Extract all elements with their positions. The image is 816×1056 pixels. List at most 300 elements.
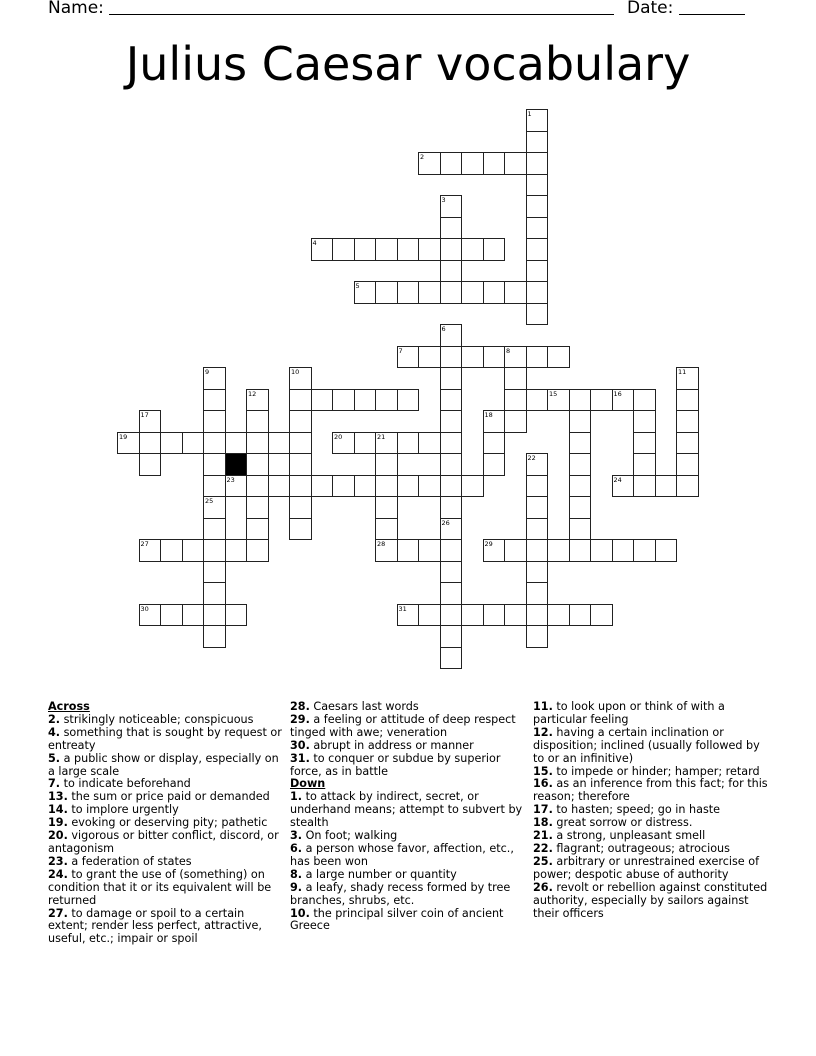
clue-number-label: 3. (290, 829, 303, 843)
crossword-cell[interactable] (418, 604, 441, 627)
crossword-cell[interactable] (526, 604, 549, 627)
clue-number-label: 19. (48, 816, 68, 830)
crossword-cell[interactable] (246, 432, 269, 455)
crossword-cell[interactable] (569, 475, 592, 498)
clue-column-2 (290, 701, 528, 933)
crossword-cell[interactable] (483, 346, 506, 369)
crossword-cell[interactable] (440, 453, 463, 476)
crossword-cell[interactable] (526, 346, 549, 369)
crossword-cell[interactable] (526, 518, 549, 541)
crossword-cell[interactable] (504, 604, 527, 627)
crossword-cell[interactable] (397, 281, 420, 304)
clue-item (48, 869, 283, 908)
crossword-cell[interactable] (418, 432, 441, 455)
clue-item (48, 753, 283, 779)
clue-text: to conquer or subdue by superior force, as in battle (290, 751, 501, 778)
crossword-cell[interactable] (289, 389, 312, 412)
crossword-cell[interactable] (375, 539, 398, 562)
crossword-cell[interactable] (547, 604, 570, 627)
date-line[interactable] (679, 0, 745, 15)
crossword-cell[interactable] (440, 647, 463, 670)
crossword-cell[interactable] (246, 539, 269, 562)
crossword-cell[interactable] (397, 475, 420, 498)
clue-number: 23 (226, 475, 235, 484)
clue-text: evoking or deserving pity; pathetic (67, 816, 268, 830)
crossword-cell[interactable] (203, 604, 226, 627)
clue-number: 18 (484, 411, 493, 419)
crossword-cell[interactable] (504, 410, 527, 433)
clue-number-label: 31. (290, 751, 310, 765)
crossword-cell[interactable] (203, 453, 226, 476)
clue-item (533, 882, 773, 921)
crossword-cell[interactable] (526, 389, 549, 412)
crossword-cell[interactable] (203, 561, 226, 584)
clue-number-label: 21. (533, 829, 553, 843)
crossword-cell[interactable] (311, 389, 334, 412)
crossword-cell[interactable] (526, 496, 549, 519)
crossword-cell[interactable] (676, 410, 699, 433)
crossword-cell[interactable] (117, 432, 140, 455)
crossword-cell[interactable] (268, 475, 291, 498)
crossword-cell[interactable] (397, 432, 420, 455)
crossword-cell[interactable] (332, 475, 355, 498)
crossword-cell[interactable] (526, 195, 549, 218)
crossword-cell[interactable] (289, 518, 312, 541)
crossword-cell[interactable] (526, 453, 549, 476)
clue-number: 11 (678, 368, 687, 376)
crossword-cell[interactable] (397, 389, 420, 412)
crossword-cell[interactable] (397, 604, 420, 627)
crossword-cell[interactable] (526, 625, 549, 648)
name-field (48, 0, 614, 20)
clue-number-label: 11. (533, 700, 553, 713)
clue-item (533, 778, 773, 804)
date-label: Date: (627, 0, 674, 18)
crossword-cell[interactable] (397, 346, 420, 369)
crossword-cell[interactable] (504, 346, 527, 369)
clue-text: something that is sought by request or entreaty (48, 725, 282, 752)
clue-text: Caesars last words (309, 700, 419, 713)
clue-number-label: 13. (48, 790, 68, 804)
crossword-cell[interactable] (375, 518, 398, 541)
clue-text: to indicate beforehand (60, 777, 191, 791)
crossword-cell[interactable] (483, 453, 506, 476)
clue-number: 17 (140, 411, 149, 419)
clue-number-label: 18. (533, 816, 553, 830)
clue-number: 29 (484, 540, 493, 548)
clue-number: 8 (506, 346, 511, 355)
crossword-cell[interactable] (332, 238, 355, 261)
crossword-cell[interactable] (397, 539, 420, 562)
crossword-cell[interactable] (182, 604, 205, 627)
clue-number: 22 (527, 454, 536, 462)
clue-text: a person whose favor, affection, etc., has been won (290, 841, 514, 868)
crossword-cell[interactable] (483, 281, 506, 304)
clue-text: to hasten; speed; go in haste (552, 803, 721, 817)
crossword-cell[interactable] (354, 281, 377, 304)
crossword-cell[interactable] (590, 389, 613, 412)
crossword-cell[interactable] (418, 238, 441, 261)
crossword-cell[interactable] (655, 475, 678, 498)
clue-column-3 (533, 701, 773, 920)
crossword-cell[interactable] (569, 389, 592, 412)
crossword-cell[interactable] (590, 539, 613, 562)
clue-item (290, 714, 528, 740)
crossword-cell[interactable] (289, 367, 312, 390)
clue-number-label: 28. (290, 700, 310, 713)
crossword-cell[interactable] (504, 367, 527, 390)
crossword-cell[interactable] (440, 195, 463, 218)
crossword-cell[interactable] (354, 432, 377, 455)
crossword-cell[interactable] (332, 432, 355, 455)
clue-number: 19 (119, 432, 128, 441)
clue-text: the principal silver coin of ancient Greece (290, 906, 504, 933)
crossword-cell[interactable] (203, 432, 226, 455)
clue-number-label: 30. (290, 738, 310, 752)
crossword-cell[interactable] (289, 475, 312, 498)
crossword-cell[interactable] (526, 561, 549, 584)
crossword-cell[interactable] (354, 389, 377, 412)
clue-text: having a certain inclination or disposition; inclined (usually followed by to or an infinitive) (533, 725, 760, 765)
down-heading: Down (290, 777, 326, 791)
clue-number-label: 10. (290, 906, 310, 920)
crossword-cell[interactable] (440, 346, 463, 369)
crossword-cell[interactable] (547, 389, 570, 412)
crossword-cell[interactable] (139, 453, 162, 476)
crossword-cell[interactable] (569, 410, 592, 433)
crossword-cell[interactable] (440, 367, 463, 390)
crossword-cell[interactable] (633, 432, 656, 455)
crossword-cell[interactable] (569, 539, 592, 562)
clue-number-label: 24. (48, 867, 68, 881)
crossword-cell[interactable] (397, 238, 420, 261)
crossword-cell[interactable] (461, 475, 484, 498)
clue-item (533, 856, 773, 882)
clue-text: a federation of states (67, 854, 192, 868)
clue-number: 12 (248, 389, 257, 398)
crossword-cell[interactable] (569, 432, 592, 455)
clue-text: to implore urgently (67, 803, 179, 817)
clue-item (290, 753, 528, 779)
crossword-cell[interactable] (375, 453, 398, 476)
crossword-cell[interactable] (655, 539, 678, 562)
crossword-cell[interactable] (612, 539, 635, 562)
crossword-cell[interactable] (526, 260, 549, 283)
crossword-cell[interactable] (268, 432, 291, 455)
date-field (627, 0, 745, 20)
crossword-cell[interactable] (504, 539, 527, 562)
crossword-cell[interactable] (461, 281, 484, 304)
clue-item (48, 908, 283, 947)
crossword-cell[interactable] (203, 496, 226, 519)
clue-text: abrupt in address or manner (309, 738, 474, 752)
crossword-cell[interactable] (676, 453, 699, 476)
crossword-cell[interactable] (354, 238, 377, 261)
crossword-cell[interactable] (375, 281, 398, 304)
crossword-cell[interactable] (440, 582, 463, 605)
clue-text: the sum or price paid or demanded (67, 790, 270, 804)
crossword-cell[interactable] (203, 410, 226, 433)
crossword-cell[interactable] (418, 346, 441, 369)
crossword-cell[interactable] (375, 432, 398, 455)
crossword-cell[interactable] (375, 389, 398, 412)
crossword-cell[interactable] (375, 475, 398, 498)
clue-text: arbitrary or unrestrained exercise of power; despotic abuse of authority (533, 854, 760, 881)
crossword-cell[interactable] (526, 131, 549, 154)
crossword-cell[interactable] (139, 432, 162, 455)
crossword-cell[interactable] (590, 604, 613, 627)
crossword-cell[interactable] (246, 518, 269, 541)
crossword-cell[interactable] (418, 152, 441, 175)
crossword-cell[interactable] (246, 496, 269, 519)
crossword-cell[interactable] (440, 561, 463, 584)
clue-number-label: 12. (533, 725, 553, 739)
clue-number: 28 (377, 540, 386, 548)
clue-text: a leafy, shady recess formed by tree branches, shrubs, etc. (290, 880, 511, 907)
clue-number-label: 25. (533, 854, 553, 868)
crossword-cell[interactable] (375, 238, 398, 261)
crossword-cell[interactable] (440, 281, 463, 304)
clue-number: 26 (441, 518, 450, 527)
crossword-cell[interactable] (633, 389, 656, 412)
crossword-cell[interactable] (676, 389, 699, 412)
crossword-cell[interactable] (440, 238, 463, 261)
crossword-cell[interactable] (526, 582, 549, 605)
crossword-cell[interactable] (526, 281, 549, 304)
crossword-cell[interactable] (440, 324, 463, 347)
clue-item (533, 727, 773, 766)
clue-text: as an inference from this fact; for this reason; therefore (533, 777, 768, 804)
crossword-cell[interactable] (547, 539, 570, 562)
crossword-cell[interactable] (225, 475, 248, 498)
crossword-cell[interactable] (461, 152, 484, 175)
crossword-cell[interactable] (203, 582, 226, 605)
crossword-cell[interactable] (440, 410, 463, 433)
crossword-cell[interactable] (440, 475, 463, 498)
clue-text: a large number or quantity (302, 867, 457, 881)
crossword-cell[interactable] (440, 152, 463, 175)
clue-text: a strong, unpleasant smell (552, 829, 706, 843)
crossword-cell[interactable] (289, 496, 312, 519)
clue-number: 20 (334, 432, 343, 441)
crossword-cell[interactable] (203, 625, 226, 648)
crossword-cell[interactable] (504, 281, 527, 304)
clue-number-label: 17. (533, 803, 553, 817)
crossword-cell[interactable] (504, 152, 527, 175)
crossword-cell[interactable] (526, 539, 549, 562)
crossword-cell[interactable] (461, 604, 484, 627)
clue-number-label: 6. (290, 841, 303, 855)
crossword-cell[interactable] (418, 281, 441, 304)
crossword-cell[interactable] (139, 410, 162, 433)
clue-number-label: 14. (48, 803, 68, 817)
crossword-cell[interactable] (440, 496, 463, 519)
clue-text: to grant the use of (something) on condition that it or its equivalent will be returned (48, 867, 272, 907)
clue-number: 10 (291, 368, 300, 376)
clue-text: to damage or spoil to a certain extent; render less perfect, attractive, useful, etc.; impair or spoil (48, 906, 262, 946)
clue-text: vigorous or bitter conflict, discord, or antagonism (48, 829, 279, 855)
crossword-cell[interactable] (633, 475, 656, 498)
clue-number-label: 1. (290, 790, 303, 804)
crossword-cell[interactable] (461, 346, 484, 369)
crossword-cell[interactable] (440, 260, 463, 283)
crossword-cell[interactable] (160, 432, 183, 455)
crossword-cell[interactable] (182, 539, 205, 562)
clue-number-label: 7. (48, 777, 61, 791)
clue-number: 27 (140, 540, 149, 548)
name-label: Name: (48, 0, 104, 18)
clue-number: 3 (441, 196, 446, 204)
crossword-cell[interactable] (225, 432, 248, 455)
crossword-cell[interactable] (203, 367, 226, 390)
clue-text: to impede or hinder; hamper; retard (552, 764, 760, 778)
crossword-cell[interactable] (633, 410, 656, 433)
clue-number: 2 (420, 153, 425, 161)
clue-number-label: 20. (48, 829, 68, 843)
crossword-cell[interactable] (440, 518, 463, 541)
clue-text: flagrant; outrageous; atrocious (552, 841, 730, 855)
crossword-cell[interactable] (440, 625, 463, 648)
clue-number-label: 2. (48, 712, 61, 726)
clue-number-label: 29. (290, 712, 310, 726)
crossword-cell[interactable] (569, 604, 592, 627)
crossword-cell[interactable] (526, 303, 549, 326)
crossword-cell[interactable] (504, 389, 527, 412)
crossword-cell[interactable] (569, 453, 592, 476)
clue-number-label: 8. (290, 867, 303, 881)
crossword-cell[interactable] (203, 475, 226, 498)
clue-number: 25 (205, 497, 214, 505)
name-line[interactable] (109, 0, 614, 15)
crossword-cell[interactable] (225, 539, 248, 562)
clue-number: 21 (377, 432, 386, 441)
crossword-cell[interactable] (182, 432, 205, 455)
clue-text: revolt or rebellion against constituted authority, especially by sailors against their officers (533, 880, 768, 920)
crossword-cell[interactable] (311, 238, 334, 261)
crossword-cell[interactable] (461, 238, 484, 261)
clue-number: 30 (140, 604, 149, 613)
across-heading: Across (48, 700, 90, 713)
crossword-cell[interactable] (612, 475, 635, 498)
crossword-cell[interactable] (203, 518, 226, 541)
crossword-cell[interactable] (440, 539, 463, 562)
crossword-cell[interactable] (246, 453, 269, 476)
clue-text: great sorrow or distress. (552, 816, 693, 830)
clue-item (533, 701, 773, 727)
clue-number-label: 27. (48, 906, 68, 920)
crossword-cell[interactable] (526, 152, 549, 175)
crossword-cell[interactable] (289, 432, 312, 455)
crossword-cell[interactable] (483, 410, 506, 433)
clue-number: 24 (613, 475, 622, 484)
crossword-cell[interactable] (483, 604, 506, 627)
clue-number-label: 5. (48, 751, 61, 765)
clue-number-label: 23. (48, 854, 68, 868)
clue-number: 1 (527, 110, 532, 118)
crossword-cell[interactable] (139, 539, 162, 562)
crossword-cell[interactable] (676, 475, 699, 498)
crossword-cell[interactable] (225, 604, 248, 627)
clue-number: 6 (441, 325, 446, 333)
page-title: Julius Caesar vocabulary (125, 37, 691, 91)
crossword-cell[interactable] (483, 238, 506, 261)
crossword-cell[interactable] (332, 389, 355, 412)
crossword-cell[interactable] (418, 539, 441, 562)
clue-item (290, 908, 528, 934)
clue-number-label: 4. (48, 725, 61, 739)
clue-column-1 (48, 701, 283, 946)
clue-item (290, 791, 528, 830)
crossword-cell[interactable] (569, 496, 592, 519)
crossword-cell[interactable] (483, 152, 506, 175)
clue-number: 7 (398, 346, 403, 355)
crossword-cell[interactable] (418, 475, 441, 498)
crossword-cell[interactable] (311, 475, 334, 498)
crossword-cell[interactable] (375, 496, 398, 519)
clue-text: a feeling or attitude of deep respect tinged with awe; veneration (290, 712, 516, 739)
crossword-cell[interactable] (354, 475, 377, 498)
crossword-cell[interactable] (526, 174, 549, 197)
crossword-cell[interactable] (526, 109, 549, 132)
clue-item (48, 830, 283, 856)
crossword-cell[interactable] (160, 604, 183, 627)
clue-number-label: 9. (290, 880, 303, 894)
crossword-cell[interactable] (526, 475, 549, 498)
crossword-cell[interactable] (569, 518, 592, 541)
crossword-cell[interactable] (289, 410, 312, 433)
crossword-cell[interactable] (440, 389, 463, 412)
clue-item (48, 727, 283, 753)
black-square (225, 453, 248, 476)
crossword-cell[interactable] (440, 604, 463, 627)
clue-number: 15 (549, 389, 558, 398)
crossword-cell[interactable] (203, 389, 226, 412)
clue-number-label: 22. (533, 841, 553, 855)
crossword-cell[interactable] (526, 217, 549, 240)
crossword-cell[interactable] (483, 539, 506, 562)
crossword-cell[interactable] (612, 389, 635, 412)
clue-item (290, 843, 528, 869)
crossword-cell[interactable] (676, 367, 699, 390)
clue-number: 31 (398, 604, 407, 613)
clue-number-label: 16. (533, 777, 553, 791)
crossword-cell[interactable] (289, 453, 312, 476)
crossword-cell[interactable] (160, 539, 183, 562)
clue-text: On foot; walking (302, 829, 398, 843)
clue-number: 5 (355, 282, 360, 290)
crossword-cell[interactable] (246, 410, 269, 433)
clue-number: 9 (205, 368, 210, 376)
crossword-cell[interactable] (633, 453, 656, 476)
crossword-cell[interactable] (246, 475, 269, 498)
crossword-cell[interactable] (440, 432, 463, 455)
clue-item (290, 882, 528, 908)
clue-number-label: 15. (533, 764, 553, 778)
crossword-cell[interactable] (440, 217, 463, 240)
clue-number-label: 26. (533, 880, 553, 894)
crossword-cell[interactable] (526, 238, 549, 261)
crossword-cell[interactable] (246, 389, 269, 412)
crossword-cell[interactable] (139, 604, 162, 627)
clue-text: strikingly noticeable; conspicuous (60, 712, 254, 726)
crossword-cell[interactable] (203, 539, 226, 562)
crossword-cell[interactable] (676, 432, 699, 455)
clue-number: 4 (312, 239, 317, 247)
clue-text: a public show or display, especially on a large scale (48, 751, 279, 778)
crossword-cell[interactable] (547, 346, 570, 369)
crossword-cell[interactable] (483, 432, 506, 455)
crossword-cell[interactable] (633, 539, 656, 562)
